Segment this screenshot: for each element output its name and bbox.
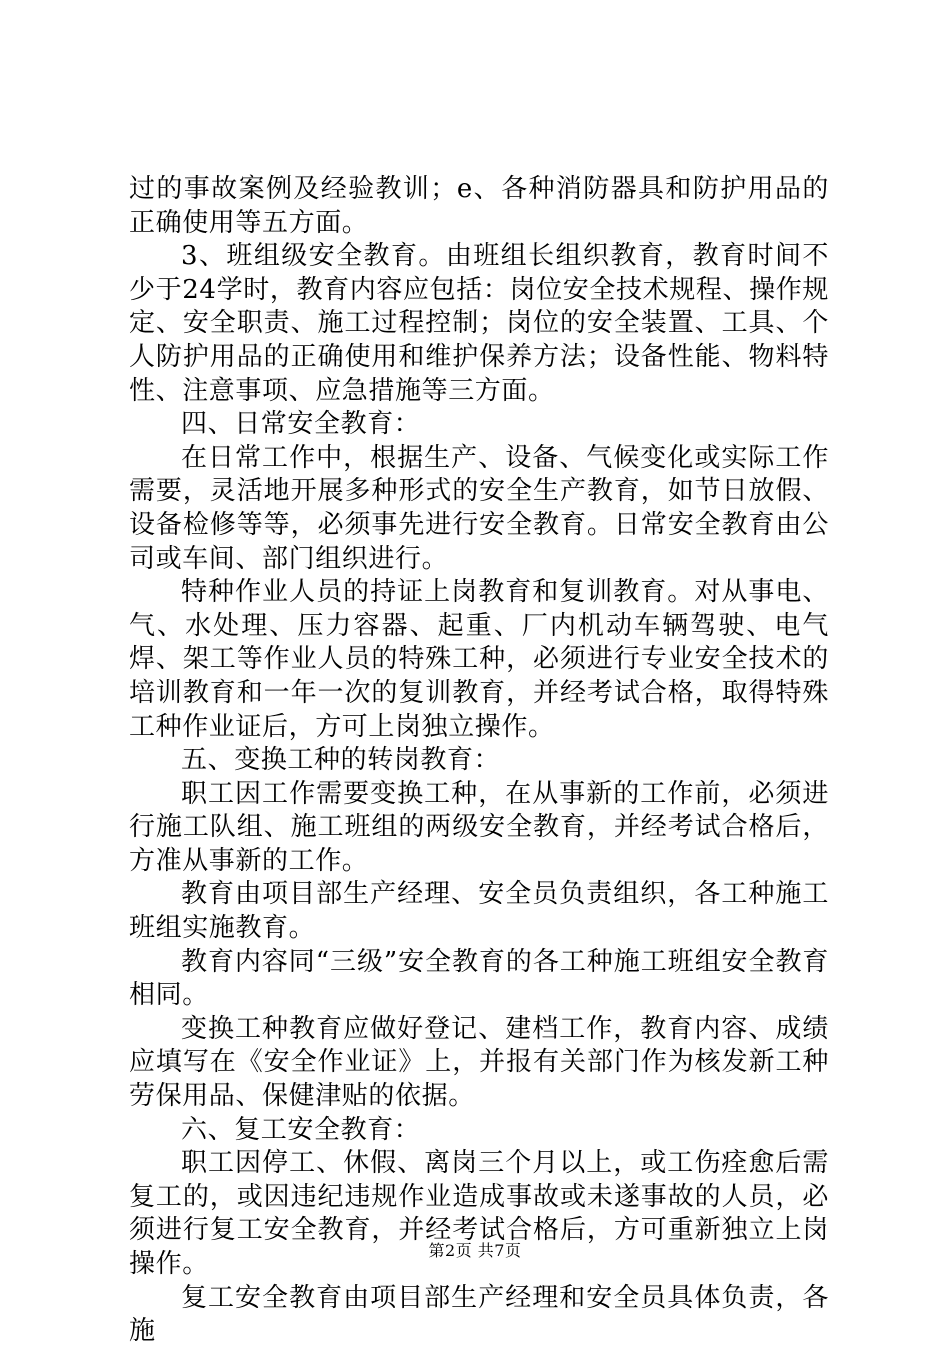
paragraph: 教育内容同“三级”安全教育的各工种施工班组安全教育相同。 [129,946,829,1011]
page-number-footer: 第2页 共7页 [428,1241,522,1260]
paragraph: 在日常工作中，根据生产、设备、气候变化或实际工作需要，灵活地开展多种形式的安全生产教育，如节日放假、设备检修等等，必须事先进行安全教育。日常安全教育由公司或车间、部门组织进行。 [129,442,829,574]
paragraph: 职工因停工、休假、离岗三个月以上，或工伤痊愈后需复工的，或因违纪违规作业造成事故或未遂事故的人员，必须进行复工安全教育，并经考试合格后，方可重新独立上岗操作。 [129,1148,829,1279]
paragraph: 复工安全教育由项目部生产经理和安全员具体负责，各施 [129,1282,829,1347]
paragraph: 特种作业人员的持证上岗教育和复训教育。对从事电、气、水处理、压力容器、起重、厂内机动车辆驾驶、电气焊、架工等作业人员的特殊工种，必须进行专业安全技术的培训教育和一年一次的复训教育，并经考试合格，取得特殊工种作业证后，方可上岗独立操作。 [129,577,829,742]
document-body [129,173,829,1349]
paragraph: 教育由项目部生产经理、安全员负责组织，各工种施工班组实施教育。 [129,879,829,944]
paragraph: 变换工种教育应做好登记、建档工作，教育内容、成绩应填写在《安全作业证》上，并报有关部门作为核发新工种劳保用品、保健津贴的依据。 [129,1013,829,1112]
paragraph: 3、班组级安全教育。由班组长组织教育，教育时间不少于24学时，教育内容应包括：岗位安全技术规程、操作规定、安全职责、施工过程控制；岗位的安全装置、工具、个人防护用品的正确使用和维护保养方法；设备性能、物料特性、注意事项、应急措施等三方面。 [129,241,829,406]
section-heading: 四、日常安全教育： [181,409,421,440]
section-heading: 五、变换工种的转岗教育： [181,745,501,776]
paragraph: 过的事故案例及经验教训；e、各种消防器具和防护用品的正确使用等五方面。 [129,174,829,238]
paragraph: 职工因工作需要变换工种，在从事新的工作前，必须进行施工队组、施工班组的两级安全教育，并经考试合格后，方准从事新的工作。 [129,778,829,876]
section-heading: 六、复工安全教育： [181,1114,421,1145]
